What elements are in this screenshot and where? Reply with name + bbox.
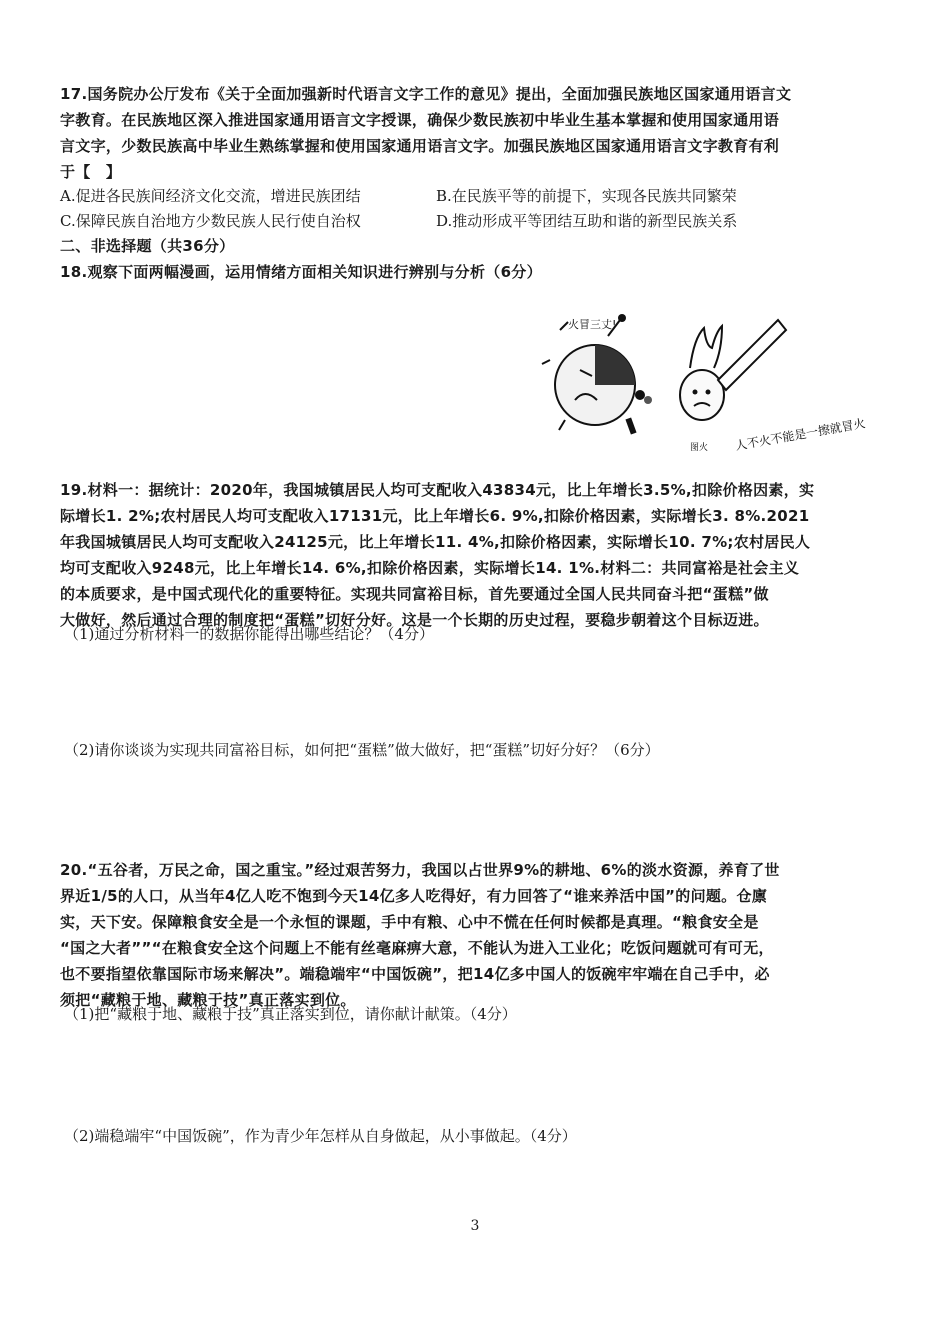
q18-title: 18.观察下面两幅漫画，运用情绪方面相关知识进行辨别与分析（6分） [60,263,542,281]
q20-sub-question-2: （2)端稳端牢“中国饭碗”，作为青少年怎样从自身做起，从小事做起。（4分） [64,1127,577,1145]
q20-line-3: 实，天下安。保障粮食安全是一个永恒的课题，手中有粮、心中不慌在任何时候都是真理。“粮食安全是 [60,913,759,931]
section-heading: 二、非选择题（共36分） [60,237,235,255]
q17-line-2: 字教育。在民族地区深入推进国家通用语言文字授课，确保少数民族初中毕业生基本掌握和使用国家通用语 [60,111,780,129]
q19-sub-question-2: （2)请你谈谈为实现共同富裕目标，如何把“蛋糕”做大做好，把“蛋糕”切好分好？（6分） [64,741,660,759]
q17-option-b: B.在民族平等的前提下，实现各民族共同繁荣 [436,187,737,205]
q17-option-a: A.促进各民族间经济文化交流，增进民族团结 [60,187,361,205]
q20-line-2: 界近1/5的人口，从当年4亿人吃不饱到今天14亿多人吃得好，有力回答了“谁来养活中国”的问题。仓廪 [60,887,768,905]
q20-line-6: 须把“藏粮于地、藏粮于技”真正落实到位。 [60,991,356,1009]
cartoon-left-dark-half [595,345,635,385]
q17-option-c: C.保障民族自治地方少数民族人民行使自治权 [60,212,361,230]
q20-line-5: 也不要指望依靠国际市场来解决”。端稳端牢“中国饭碗”，把14亿多中国人的饭碗牢牢端在自己手中，必 [60,965,770,983]
q19-line-1: 19.材料一：据统计：2020年，我国城镇居民人均可支配收入43834元，比上年增长3.5%,扣除价格因素，实 [60,481,815,499]
q19-line-5: 的本质要求，是中国式现代化的重要特征。实现共同富裕目标，首先要通过全国人民共同奋斗把“蛋糕”做 [60,585,769,603]
q20-line-4: “国之大者””“在粮食安全这个问题上不能有丝毫麻痹大意，不能认为进入工业化；吃饭问题就可有可无， [60,939,774,957]
cartoon-left-label: 火冒三丈! [568,318,617,331]
cartoon-small-label: 图火 [690,443,709,453]
q19-line-2: 际增长1. 2%;农村居民人均可支配收入17131元，比上年增长6. 9%,扣除价格因素，实际增长3. 8%.2021 [60,507,810,525]
flame-icon [690,326,722,368]
q19-sub-question-1: （1)通过分析材料一的数据你能得出哪些结论？（4分） [64,625,434,643]
cartoon-illustration [540,300,867,455]
cartoon-right-label: 人不火不能是一擦就冒火 [734,416,867,453]
q20-sub-question-1: （1)把“藏粮于地、藏粮于技”真正落实到位，请你献计献策。（4分） [64,1005,517,1023]
matchstick-icon [718,320,786,390]
cartoon-right-head [680,370,724,420]
q17-line-4: 于【 】 [60,163,122,181]
q17-line-1: 17.国务院办公厅发布《关于全面加强新时代语言文字工作的意见》提出，全面加强民族地区国家通用语言文 [60,85,792,103]
q17-option-d: D.推动形成平等团结互助和谐的新型民族关系 [436,212,738,230]
page-number: 3 [470,1218,480,1234]
q19-line-6: 大做好，然后通过合理的制度把“蛋糕”切好分好。这是一个长期的历史过程，要稳步朝着这个目标迈进。 [60,611,769,629]
q19-line-3: 年我国城镇居民人均可支配收入24125元，比上年增长11. 4%,扣除价格因素，实际增长10. 7%;农村居民人 [60,533,811,551]
q20-line-1: 20.“五谷者，万民之命，国之重宝。”经过艰苦努力，我国以占世界9%的耕地、6%的淡水资源，养育了世 [60,861,780,879]
q19-line-4: 均可支配收入9248元，比上年增长14. 6%,扣除价格因素，实际增长14. 1%.材料二：共同富裕是社会主义 [60,559,800,577]
q17-line-3: 言文字，少数民族高中毕业生熟练掌握和使用国家通用语言文字。加强民族地区国家通用语言文字教育有利 [60,137,780,155]
